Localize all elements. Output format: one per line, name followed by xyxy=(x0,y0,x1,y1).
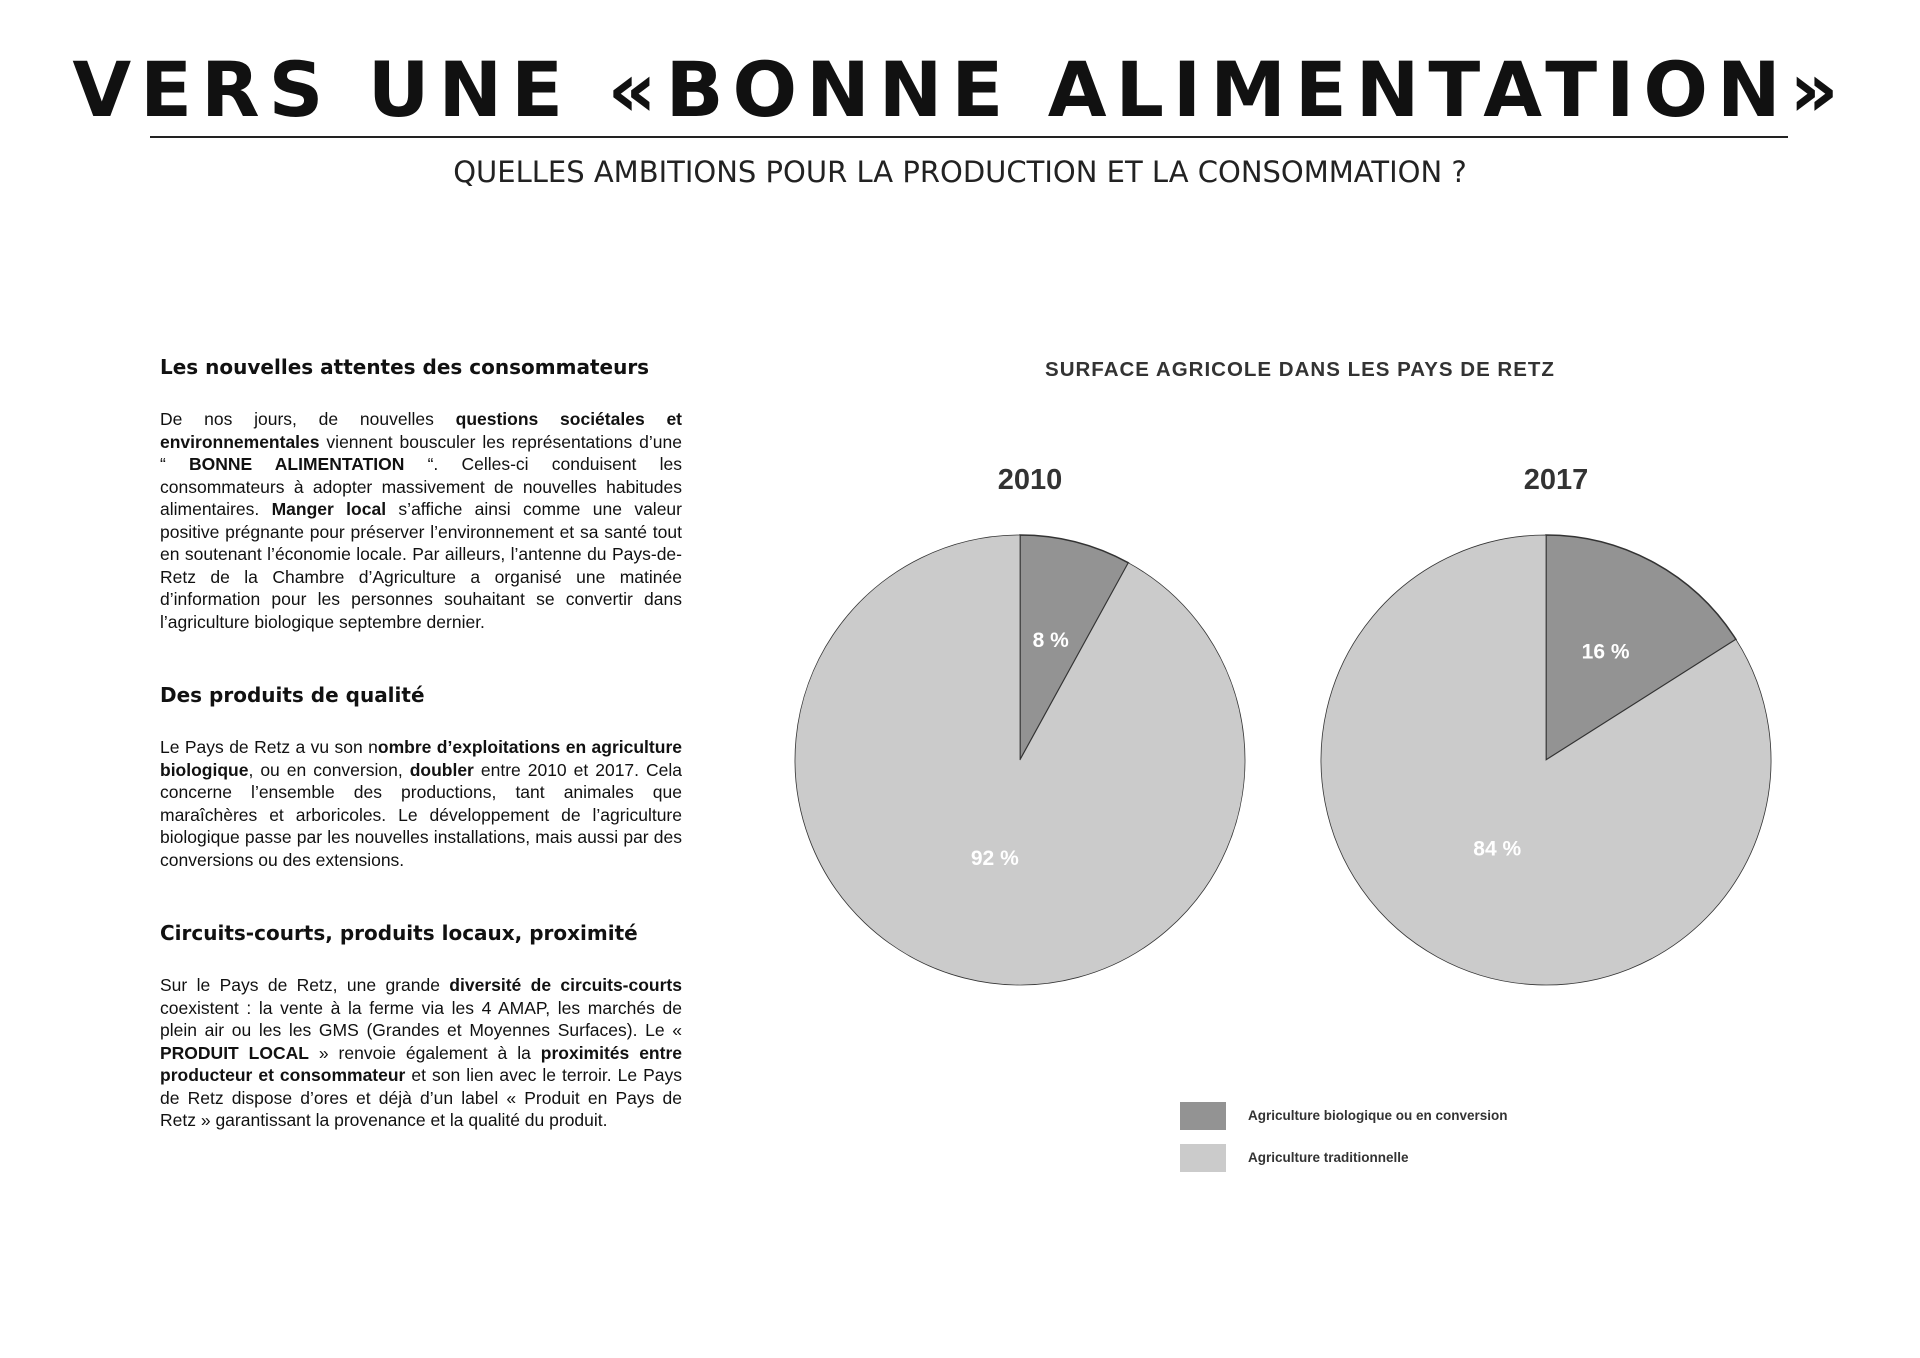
legend-label: Agriculture traditionnelle xyxy=(1248,1150,1409,1165)
pie-2017-value-label: 16 % xyxy=(1581,640,1630,664)
pie-2017-value-label: 84 % xyxy=(1473,837,1522,861)
section-body: Sur le Pays de Retz, une grande diversité de circuits-courts coexistent : la vente à la ferme via les 4 AMAP, les marchés de plein air ou les les GMS (Grandes et Moyennes Surfaces). Le « PRODUIT LOCAL » renvoie également à la proximités entre producteur et consommateur et son lien avec le terroir. Le Pays de Retz dispose d’ores et déjà d’un label « Produit en Pays de Retz » garantissant la provenance et la qualité du produit. xyxy=(160,975,682,1130)
section-heading: Des produits de qualité xyxy=(160,683,425,707)
page-title: VERS UNE «BONNE ALIMENTATION» xyxy=(72,45,1848,134)
pie-2010-slice-traditional xyxy=(795,535,1245,985)
legend-swatch-organic xyxy=(1180,1102,1226,1130)
section-heading: Les nouvelles attentes des consommateurs xyxy=(160,355,650,379)
pie-2010-value-label: 92 % xyxy=(970,847,1019,871)
legend-item-organic xyxy=(1180,1102,1600,1144)
pie-2010-value-label: 8 % xyxy=(1032,629,1069,653)
pie-year-label-2010: 2010 xyxy=(997,464,1063,496)
legend-label: Agriculture biologique ou en conversion xyxy=(1248,1108,1508,1123)
pie-year-label-2017: 2017 xyxy=(1523,464,1589,496)
chart-legend xyxy=(1180,1102,1600,1186)
section-body: Le Pays de Retz a vu son nombre d’exploitations en agriculture biologique, ou en conversion, doubler entre 2010 et 2017. Cela concerne l’ensemble des productions, tant animales que maraîchères et arboricoles. Le développement de l’agriculture biologique passe par les nouvelles installations, mais aussi par des conversions ou des extensions. xyxy=(160,737,682,870)
page-subtitle: QUELLES AMBITIONS POUR LA PRODUCTION ET LA CONSOMMATION ? xyxy=(453,155,1467,189)
legend-swatch-traditional xyxy=(1180,1144,1226,1172)
section-heading: Circuits-courts, produits locaux, proximité xyxy=(160,921,638,945)
chart-title: SURFACE AGRICOLE DANS LES PAYS DE RETZ xyxy=(1045,358,1555,381)
legend-item-traditional xyxy=(1180,1144,1600,1186)
section-body: De nos jours, de nouvelles questions sociétales et environnementales viennent bousculer les représentations d’une “ BONNE ALIMENTATION “. Celles-ci conduisent les consommateurs à adopter massivement de nouvelles habitudes alimentaires. Manger local s’affiche ainsi comme une valeur positive prégnante pour préserver l’environnement et sa santé tout en soutenant l’économie locale. Par ailleurs, l’antenne du Pays-de-Retz de la Chambre d’Agriculture a organisé une matinée d’information pour les personnes souhaitant se convertir dans l’agriculture biologique septembre dernier. xyxy=(160,409,683,632)
